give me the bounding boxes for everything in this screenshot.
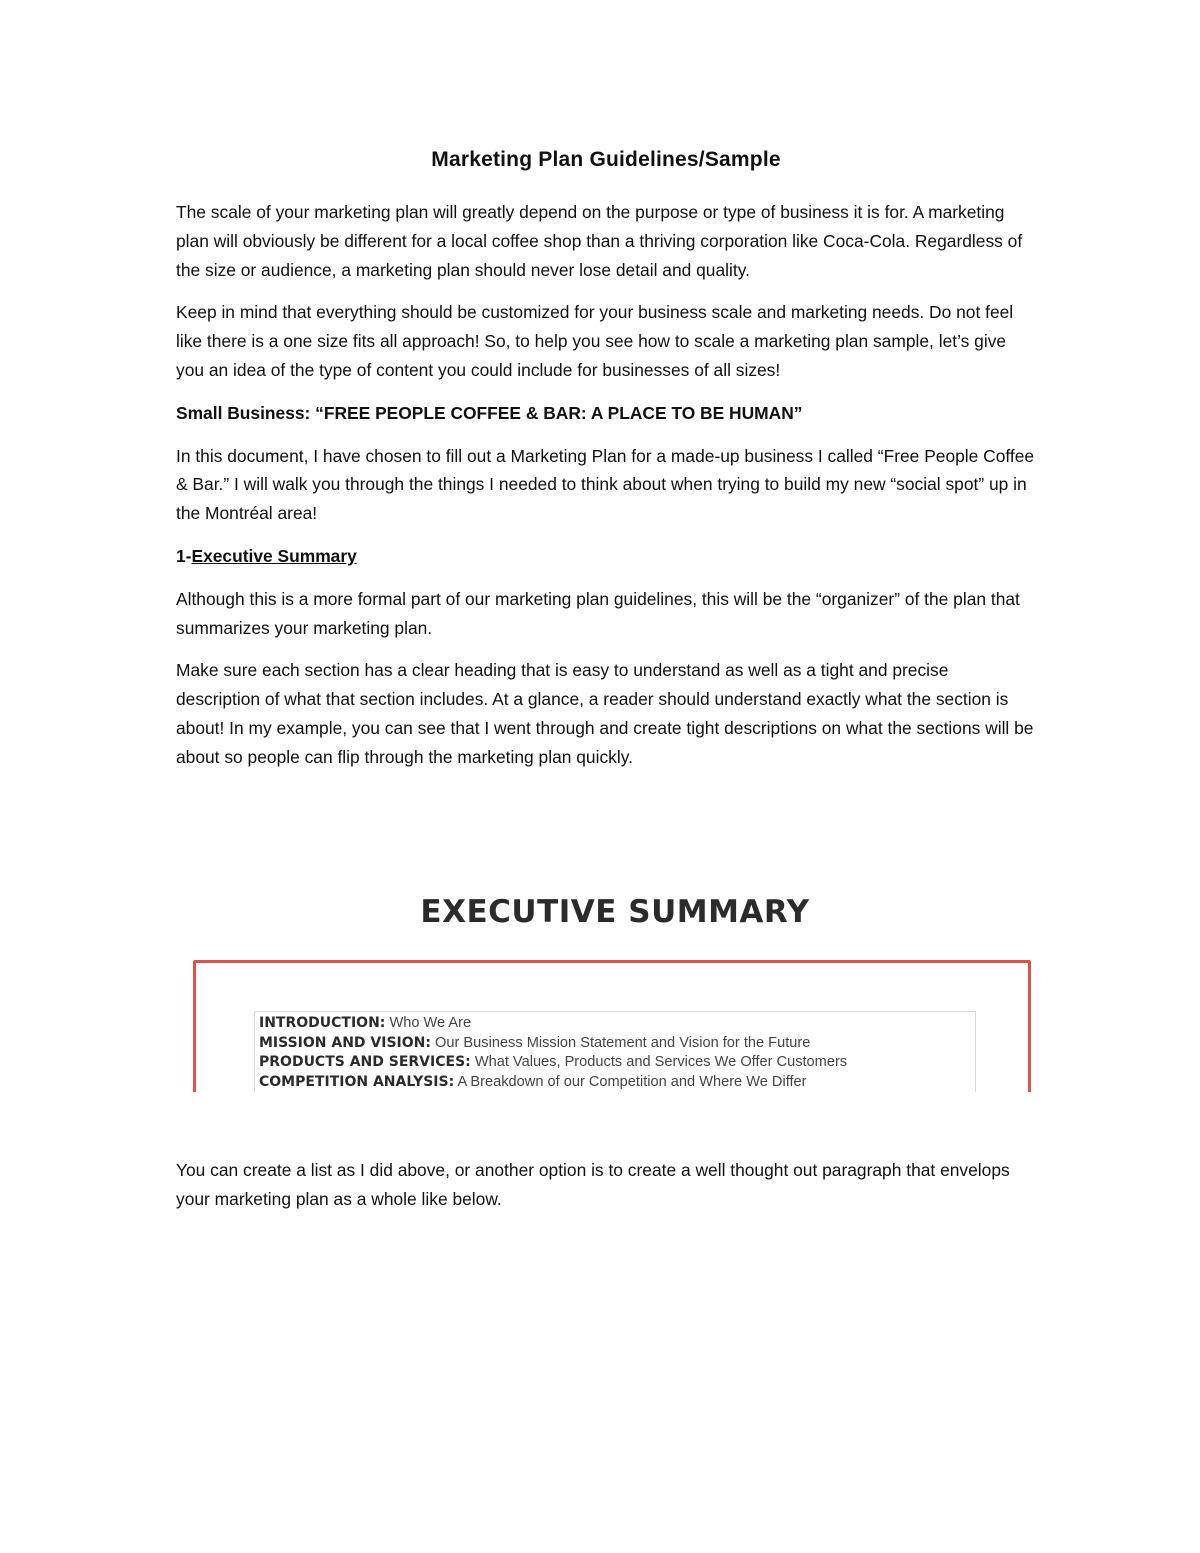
figure-item-competition [259,1073,975,1092]
executive-summary-figure [192,880,1038,1092]
section-number: 1- [176,545,192,566]
figure-item-key: PRODUCTS AND SERVICES: [259,1054,471,1071]
document-body [176,144,1036,786]
figure-item-key: MISSION AND VISION: [259,1034,431,1051]
small-business-heading: Small Business: “FREE PEOPLE COFFEE & BAR: A PLACE TO BE HUMAN” [176,402,803,423]
paragraph-customize: Keep in mind that everything should be customized for your business scale and marketing needs. Do not feel like there is a one size fits all approach! So, to help you see how to scale a marketing plan sample, let’s give you an idea of the type of content you could include for businesses of all sizes! [176,302,1014,380]
figure-item-introduction [259,1014,975,1034]
figure-title: EXECUTIVE SUMMARY [420,894,810,930]
figure-item-key: COMPETITION ANALYSIS: [259,1073,455,1090]
figure-item-value: A Breakdown of our Competition and Where We Differ [457,1073,807,1090]
figure-item-value: Who We Are [389,1015,472,1031]
figure-frame [193,960,1031,1092]
figure-item-value: What Values, Products and Services We Offer Customers [474,1054,848,1071]
figure-item-products [259,1053,975,1073]
paragraph-scale: The scale of your marketing plan will greatly depend on the purpose or type of business it is for. A marketing plan will obviously be different for a local coffee shop than a thriving corporation like Coca-Cola. Regardless of the size or audience, a marketing plan should never lose detail and quality. [176,202,1023,280]
section-title: Executive Summary [191,545,357,566]
section-heading-executive-summary [176,542,1036,571]
figure-item-key: INTRODUCTION: [259,1015,386,1031]
paragraph-headings: Make sure each section has a clear heading that is easy to understand as well as a tight and precise description of what that section includes. At a glance, a reader should understand exactly what the section is about! In my example, you can see that I went through and create tight descriptions on what the sections will be about so people can flip through the marketing plan quickly. [176,660,1034,767]
figure-item-value: Our Business Mission Statement and Vision for the Future [435,1034,811,1051]
figure-list [254,1011,976,1092]
paragraph-intro: In this document, I have chosen to fill out a Marketing Plan for a made-up business I called “Free People Coffee & Bar.” I will walk you through the things I needed to think about when trying to build my new “social spot” up in the Montréal area! [176,445,1035,524]
paragraph-closing: You can create a list as I did above, or another option is to create a well thought out paragraph that envelops your marketing plan as a whole like below. [176,1160,1010,1209]
document-title: Marketing Plan Guidelines/Sample [431,148,781,171]
closing-block [176,1156,1036,1228]
paragraph-organizer: Although this is a more formal part of our marketing plan guidelines, this will be the “organizer” of the plan that summarizes your marketing plan. [176,588,1020,638]
figure-item-mission [259,1034,975,1054]
